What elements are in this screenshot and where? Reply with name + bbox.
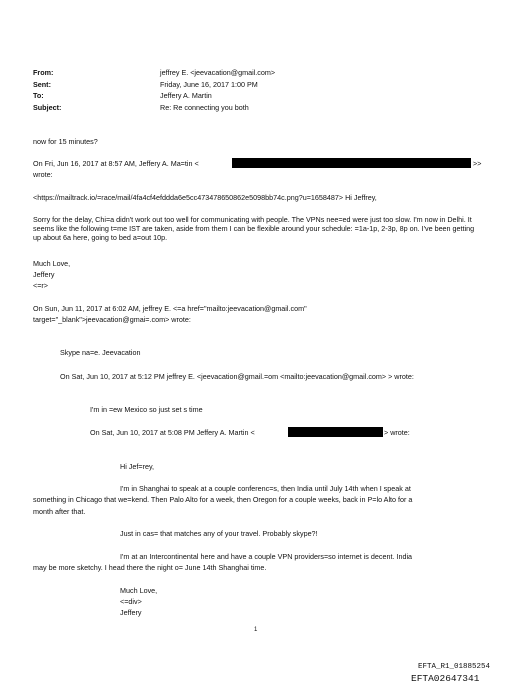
body-line: Hi Jef=rey, <box>120 462 155 471</box>
sent-label: Sent: <box>33 80 51 89</box>
quoted-header-line: target="_blank">jeevacation@gmai=.com> wrote: <box>33 315 191 324</box>
body-line: I'm at an Intercontinental here and have a couple VPN providers=so internet is decent. India <box>120 552 413 561</box>
to-label: To: <box>33 91 44 100</box>
bates-code-secondary: EFTA02647341 <box>411 673 480 684</box>
body-line: Just in cas= that matches any of your travel. Probably skype?! <box>120 529 318 538</box>
signature-tag: <=r> <box>33 281 48 290</box>
body-line: Skype na=e. Jeevacation <box>60 348 141 357</box>
body-line: something in Chicago that we=kend. Then Palo Alto for a week, then Oregon for a couple weeks, back in P=lo Alto for a <box>33 495 413 504</box>
quoted-header-line: > wrote: <box>384 428 410 437</box>
body-line: I'm in Shanghai to speak at a couple conferenc=s, then India until July 14th when I speak at <box>120 484 411 493</box>
bates-code-primary: EFTA_R1_01885254 <box>418 663 491 671</box>
quoted-header-line: On Sat, Jun 10, 2017 at 5:08 PM Jeffery A. Martin < <box>90 428 255 437</box>
body-line: may be more sketchy. I head there the night o= June 14th Shanghai time. <box>33 563 267 572</box>
page-number: 1 <box>254 627 258 633</box>
redaction-bar <box>232 158 471 168</box>
tracking-link-line: <https://mailtrack.io/=race/mail/4fa4cf4efddda6e5cc473478650862e5098bb74c.png?u=1658487> Hi Jeffrey, <box>33 193 377 202</box>
signature-tag: <=div> <box>120 597 142 606</box>
body-line: I'm in =ew Mexico so just set s time <box>90 405 203 414</box>
body-line: On Fri, Jun 16, 2017 at 8:57 AM, Jeffery A. Ma=tin < <box>33 159 199 168</box>
to-value: Jeffery A. Martin <box>160 91 212 100</box>
sent-value: Friday, June 16, 2017 1:00 PM <box>160 80 258 89</box>
quoted-header-line: On Sun, Jun 11, 2017 at 6:02 AM, jeffrey E. <=a href="mailto:jeevacation@gmail.com" <box>33 304 307 313</box>
body-line: wrote: <box>33 170 53 179</box>
subject-label: Subject: <box>33 103 62 112</box>
redaction-bar <box>288 427 383 437</box>
signature-line: Much Love, <box>33 259 71 268</box>
subject-value: Re: Re connecting you both <box>160 103 249 112</box>
body-line: >> <box>473 159 482 168</box>
from-value: jeffrey E. <jeevacation@gmail.com> <box>160 68 276 77</box>
quoted-header-line: On Sat, Jun 10, 2017 at 5:12 PM jeffrey E. <jeevacation@gmail.=om <mailto:jeevacation@gmail.com> > wrote: <box>60 372 414 381</box>
body-paragraph: Sorry for the delay, Chi=a didn't work out too well for communicating with people. The VPNs nee=ed were just too slow. I'm now in Delhi. It seems like the following t=me IST are taken, aside from them I can be flexible around your schedule: =1a-1p, 2-3p, 8p on. I've been getting up about 6a here, going to bed a=out 10p. <box>33 215 475 242</box>
signature-name: Jeffery <box>33 270 55 279</box>
signature-line: Much Love, <box>120 586 158 595</box>
signature-name: Jeffery <box>120 608 142 617</box>
from-label: From: <box>33 68 54 77</box>
body-line: month after that. <box>33 507 86 516</box>
body-line: now for 15 minutes? <box>33 137 98 146</box>
